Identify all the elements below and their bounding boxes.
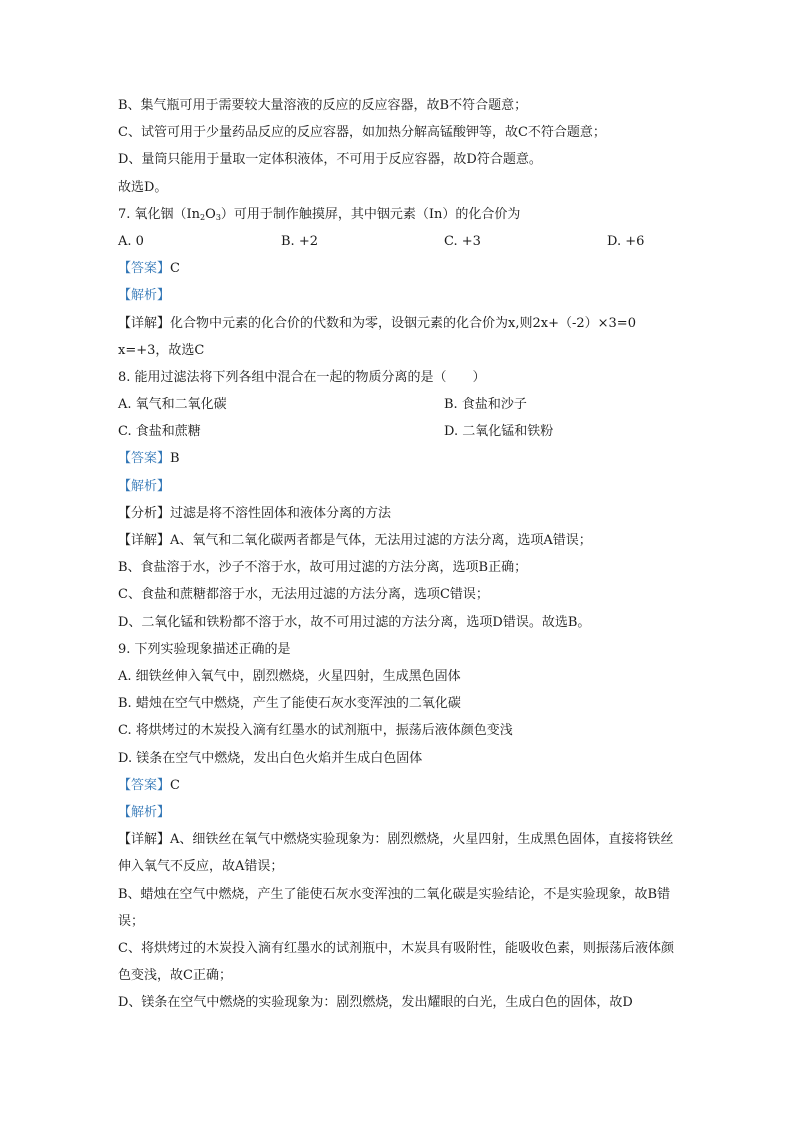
q8-detail-c: C、食盐和蔗糖都溶于水，无法用过滤的方法分离，选项C错误； xyxy=(118,587,489,603)
q8-options-row-1 xyxy=(118,391,678,418)
answer-tag: 【答案】 xyxy=(118,451,171,467)
q7-options xyxy=(118,228,678,255)
q9-detail-a xyxy=(118,826,678,880)
detail-tag: 【详解】 xyxy=(118,832,171,848)
q9-option-c: C. 将烘烤过的木炭投入滴有红墨水的试剂瓶中，振荡后液体颜色变浅 xyxy=(118,723,513,739)
text-line: C、试管可用于少量药品反应的反应容器，如加热分解高锰酸钾等，故C不符合题意； xyxy=(118,125,606,141)
text-line: B、集气瓶可用于需要较大量溶液的反应的反应容器，故B不符合题意； xyxy=(118,98,528,113)
q7-subscript-1: 2 xyxy=(200,212,206,222)
q9-answer xyxy=(118,772,678,799)
question-9-stem: 9. 下列实验现象描述正确的是 xyxy=(118,641,291,657)
q9-option-a: A. 细铁丝伸入氧气中，剧烈燃烧，火星四射，生成黑色固体 xyxy=(118,668,461,684)
q7-subscript-2: 3 xyxy=(215,212,221,222)
question-7-stem xyxy=(118,201,678,228)
q8-options-row-2 xyxy=(118,418,678,445)
document-page xyxy=(118,92,678,1017)
q8-option-d: D. 二氧化锰和铁粉 xyxy=(444,424,554,440)
q7-option-d: D. +6 xyxy=(607,233,645,249)
detail-text: A、氧气和二氧化碳两者都是气体，无法用过滤的方法分离，选项A错误； xyxy=(170,533,592,549)
answer-value: B xyxy=(170,451,180,467)
q7-answer xyxy=(118,255,678,282)
q7-analysis xyxy=(118,282,678,309)
q8-detail-a xyxy=(118,527,678,554)
detail-tag: 【详解】 xyxy=(118,315,171,331)
q8-analyze xyxy=(118,500,678,527)
q8-detail-b: B、食盐溶于水，沙子不溶于水，故可用过滤的方法分离，选项B正确； xyxy=(118,560,528,576)
q9-detail-c: C、将烘烤过的木炭投入滴有红墨水的试剂瓶中，木炭具有吸附性，能吸收色素，则振荡后液体颜色变浅，故C正确； xyxy=(118,940,674,984)
analysis-tag: 【解析】 xyxy=(118,478,171,494)
q7-stem-pre: 7. 氧化铟（In xyxy=(118,206,201,222)
analysis-tag: 【解析】 xyxy=(118,804,171,820)
answer-tag: 【答案】 xyxy=(118,261,171,277)
q8-detail-d: D、二氧化锰和铁粉都不溶于水，故不可用过滤的方法分离，选项D错误。故选B。 xyxy=(118,614,591,630)
answer-value: C xyxy=(170,261,180,277)
answer-tag: 【答案】 xyxy=(118,777,171,793)
q9-option-d: D. 镁条在空气中燃烧，发出白色火焰并生成白色固体 xyxy=(118,750,423,766)
q9-detail-b: B、蜡烛在空气中燃烧，产生了能使石灰水变浑浊的二氧化碳是实验结论，不是实验现象，故B错误； xyxy=(118,886,671,929)
text-line: D、量筒只能用于量取一定体积液体，不可用于反应容器，故D符合题意。 xyxy=(118,152,542,168)
q8-option-b: B. 食盐和沙子 xyxy=(444,397,527,413)
q7-stem-mid: O xyxy=(205,206,216,222)
text-line: 故选D。 xyxy=(118,179,168,195)
q7-option-b: B. +2 xyxy=(281,233,318,249)
q7-option-a: A. 0 xyxy=(118,233,144,249)
question-8-stem: 8. 能用过滤法将下列各组中混合在一起的物质分离的是（ ） xyxy=(118,369,486,385)
detail-tag: 【详解】 xyxy=(118,533,171,549)
q9-detail-d: D、镁条在空气中燃烧的实验现象为：剧烈燃烧，发出耀眼的白光，生成白色的固体，故D xyxy=(118,995,633,1011)
answer-value: C xyxy=(170,777,180,793)
detail-text: 化合物中元素的化合价的代数和为零，设铟元素的化合价为x,则2x+（-2）×3=0 x=+3，故选C xyxy=(118,315,636,358)
analyze-tag: 【分析】 xyxy=(118,505,171,521)
q8-analysis xyxy=(118,473,678,500)
q7-stem-post: ）可用于制作触摸屏，其中铟元素（In）的化合价为 xyxy=(220,206,521,222)
q8-option-a: A. 氧气和二氧化碳 xyxy=(118,397,227,413)
detail-text: A、细铁丝在氧气中燃烧实验现象为：剧烈燃烧，火星四射，生成黑色固体，直接将铁丝伸入氧气不反应，故A错误； xyxy=(118,832,674,875)
q9-option-b: B. 蜡烛在空气中燃烧，产生了能使石灰水变浑浊的二氧化碳 xyxy=(118,696,461,712)
q9-analysis xyxy=(118,799,678,826)
q8-option-c: C. 食盐和蔗糖 xyxy=(118,424,201,440)
q7-option-c: C. +3 xyxy=(444,233,481,249)
q8-answer xyxy=(118,445,678,472)
analyze-text: 过滤是将不溶性固体和液体分离的方法 xyxy=(170,505,392,521)
q7-detail xyxy=(118,310,678,364)
analysis-tag: 【解析】 xyxy=(118,288,171,304)
